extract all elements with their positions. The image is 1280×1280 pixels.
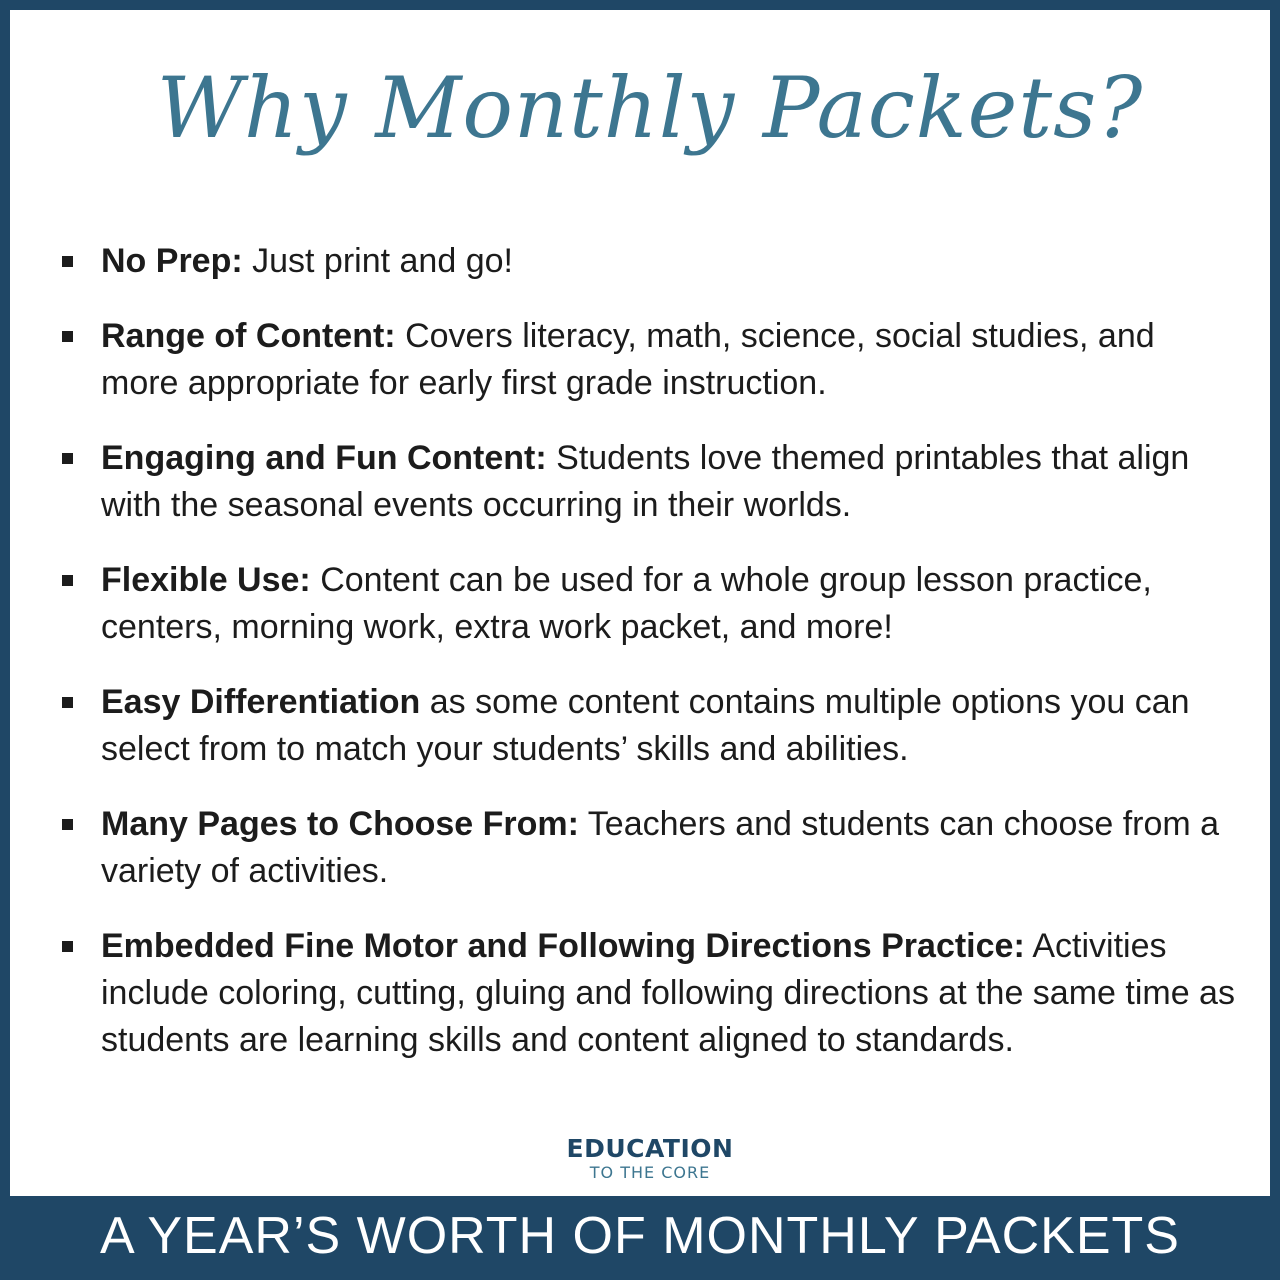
list-item-text: Content can be used for a whole group lesson practice, centers, morning work, extra work packet, and more! xyxy=(101,561,1152,646)
logo-main-text: EDUCATION xyxy=(566,1134,734,1163)
square-bullet-icon xyxy=(62,256,73,267)
list-item-text: Activities include coloring, cutting, gluing and following directions at the same time as students are learning skills and content aligned to standards. xyxy=(101,927,1235,1059)
list-item-heading: Engaging and Fun Content: xyxy=(101,439,547,477)
list-item xyxy=(60,435,1235,529)
list-item xyxy=(60,679,1235,773)
list-item-text: Covers literacy, math, science, social studies, and more appropriate for early first grade instruction. xyxy=(101,317,1155,402)
list-item-heading: No Prep: xyxy=(101,242,243,280)
square-bullet-icon xyxy=(62,331,73,342)
banner-text: A YEAR’S WORTH OF MONTHLY PACKETS xyxy=(100,1207,1180,1265)
list-item xyxy=(60,238,1235,285)
list-item-heading: Flexible Use: xyxy=(101,561,311,599)
list-item xyxy=(60,923,1235,1064)
square-bullet-icon xyxy=(62,697,73,708)
list-item xyxy=(60,313,1235,407)
logo-sub-text: TO THE CORE xyxy=(589,1163,711,1182)
brand-logo xyxy=(550,1134,750,1182)
square-bullet-icon xyxy=(62,575,73,586)
list-item-text: Students love themed printables that align with the seasonal events occurring in their worlds. xyxy=(101,439,1190,524)
list-item-heading: Range of Content: xyxy=(101,317,396,355)
list-item xyxy=(60,801,1235,895)
list-item-text: Teachers and students can choose from a variety of activities. xyxy=(101,805,1220,890)
square-bullet-icon xyxy=(62,941,73,952)
list-item-heading: Many Pages to Choose From: xyxy=(101,805,579,843)
square-bullet-icon xyxy=(62,453,73,464)
list-item-text: as some content contains multiple options you can select from to match your students’ skills and abilities. xyxy=(101,683,1190,768)
list-item-heading: Embedded Fine Motor and Following Directions Practice: xyxy=(101,927,1025,965)
footer-banner xyxy=(0,1196,1280,1280)
list-item-heading: Easy Differentiation xyxy=(101,683,421,721)
list-item xyxy=(60,557,1235,651)
list-item-text: Just print and go! xyxy=(242,242,513,280)
page-title: Why Monthly Packets? xyxy=(156,59,1144,157)
square-bullet-icon xyxy=(62,819,73,830)
feature-list xyxy=(60,238,1235,1092)
